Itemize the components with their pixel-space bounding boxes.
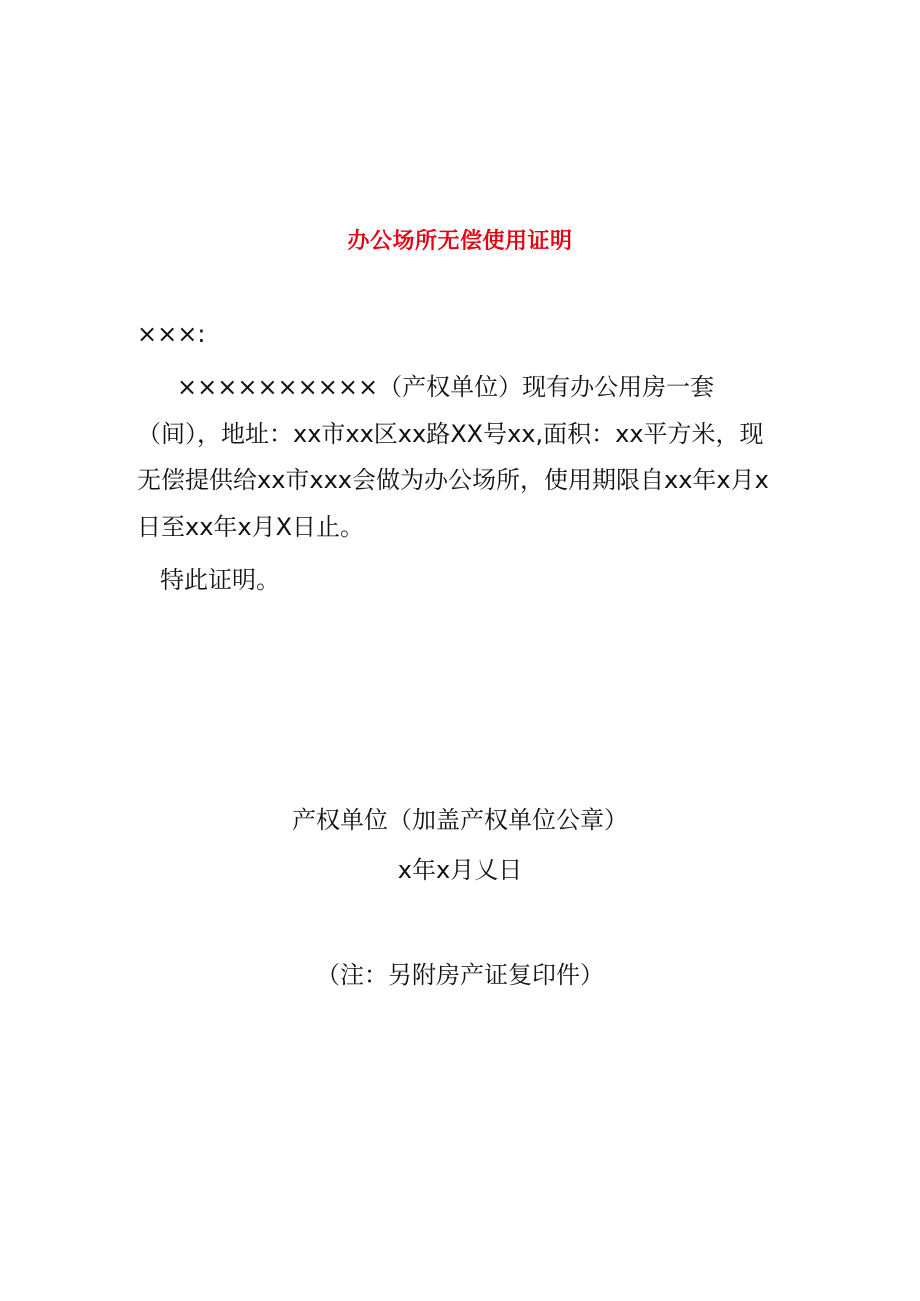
date-line: x年x月乂日 <box>397 856 523 884</box>
body-paragraph: ××××××××××（产权单位）现有办公用房一套（间），地址：xx市xx区xx路XX号xx,面积：xx平方米，现无偿提供给xx市xxx会做为办公场所，使用期限自xx年x月x日至xx年x月X日止。 <box>137 373 769 541</box>
closing-line: 特此证明。 <box>160 566 280 594</box>
document-title: 办公场所无偿使用证明 <box>347 229 573 254</box>
signer-line: 产权单位（加盖产权单位公章） <box>292 806 628 834</box>
salutation: ×××: <box>137 320 206 348</box>
attachment-note: （注：另附房产证复印件） <box>316 961 604 989</box>
